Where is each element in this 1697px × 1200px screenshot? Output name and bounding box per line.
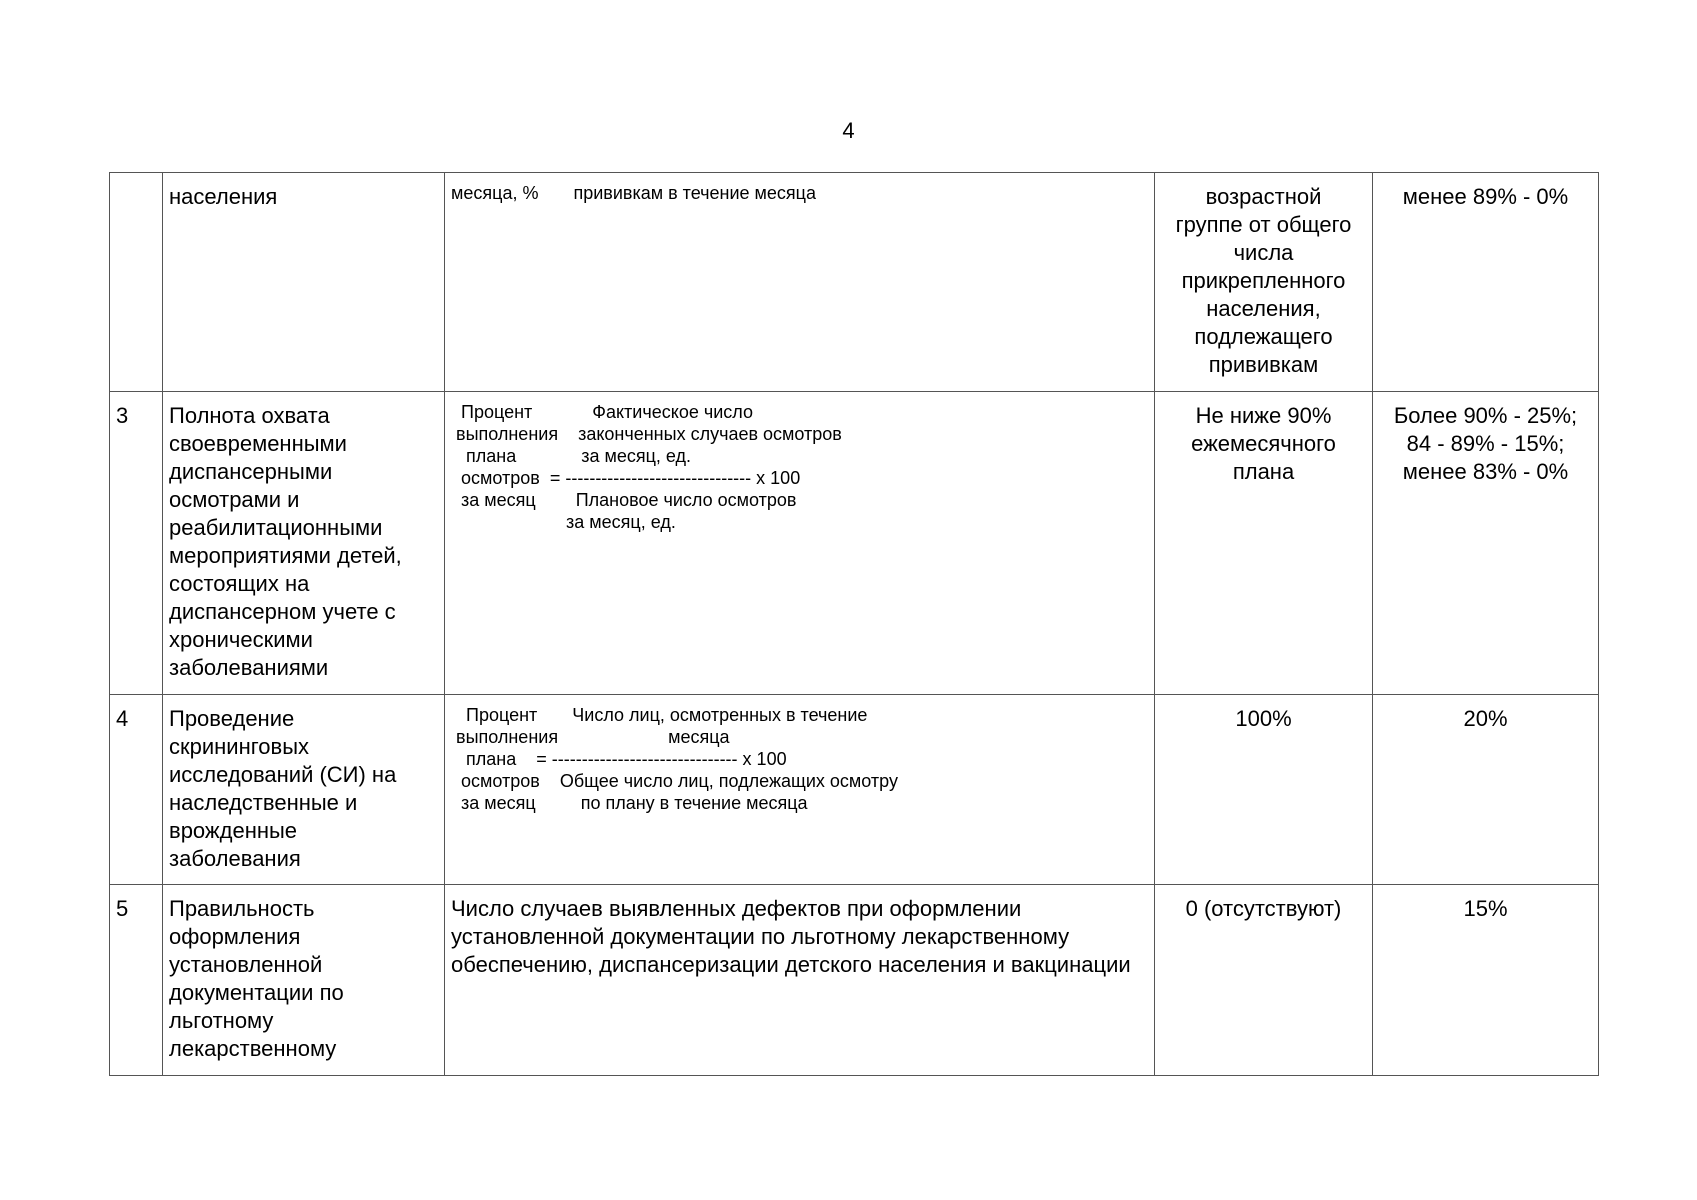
formula-cell: Число случаев выявленных дефектов при оформлении установленной документации по льготному лекарственному обеспечению, диспансеризации детского населения и вакцинации <box>445 885 1155 1076</box>
formula-cell <box>445 392 1155 695</box>
norm-cell: 0 (отсутствуют) <box>1155 885 1373 1076</box>
formula-cell <box>445 695 1155 885</box>
formula-line: выполнения законченных случаев осмотров <box>451 424 842 444</box>
norm-cell: 100% <box>1155 695 1373 885</box>
indicator-name-cell: Полнота охвата своевременными диспансерными осмотрами и реабилитационными мероприятиями детей, состоящих на диспансерном учете с хроническими заболеваниями <box>163 392 445 695</box>
row-number-cell: 3 <box>110 392 163 695</box>
row-number-cell: 5 <box>110 885 163 1076</box>
formula-line: плана за месяц, ед. <box>451 446 692 466</box>
indicator-name-cell: Правильность оформления установленной документации по льготному лекарственному <box>163 885 445 1076</box>
table-row <box>110 885 1599 1076</box>
row-number-cell: 4 <box>110 695 163 885</box>
page-number: 4 <box>842 118 855 143</box>
formula-line: осмотров Общее число лиц, подлежащих осмотру <box>451 771 898 791</box>
score-cell: Более 90% - 25%; 84 - 89% - 15%; менее 83% - 0% <box>1373 392 1599 695</box>
norm-cell: Не ниже 90% ежемесячного плана <box>1155 392 1373 695</box>
formula-line: плана = ------------------------------- x 100 <box>451 749 787 769</box>
row-number-cell <box>110 173 163 392</box>
score-cell: 15% <box>1373 885 1599 1076</box>
table-row <box>110 392 1599 695</box>
table-row <box>110 173 1599 392</box>
norm-cell: возрастной группе от общего числа прикрепленного населения, подлежащего прививкам <box>1155 173 1373 392</box>
indicators-table <box>109 172 1599 1076</box>
formula-line: месяца, % прививкам в течение месяца <box>451 183 816 203</box>
formula-line: за месяц по плану в течение месяца <box>451 793 808 813</box>
score-cell: менее 89% - 0% <box>1373 173 1599 392</box>
indicator-name-cell: Проведение скрининговых исследований (СИ) на наследственные и врожденные заболевания <box>163 695 445 885</box>
formula-line: Процент Фактическое число <box>451 402 753 422</box>
formula-line: за месяц Плановое число осмотров <box>451 490 797 510</box>
formula-line: выполнения месяца <box>451 727 730 747</box>
formula-line: за месяц, ед. <box>451 512 676 532</box>
score-cell: 20% <box>1373 695 1599 885</box>
formula-cell <box>445 173 1155 392</box>
indicator-name-cell: населения <box>163 173 445 392</box>
formula-line: Процент Число лиц, осмотренных в течение <box>451 705 868 725</box>
table-row <box>110 695 1599 885</box>
formula-line: осмотров = ------------------------------- x 100 <box>451 468 801 488</box>
